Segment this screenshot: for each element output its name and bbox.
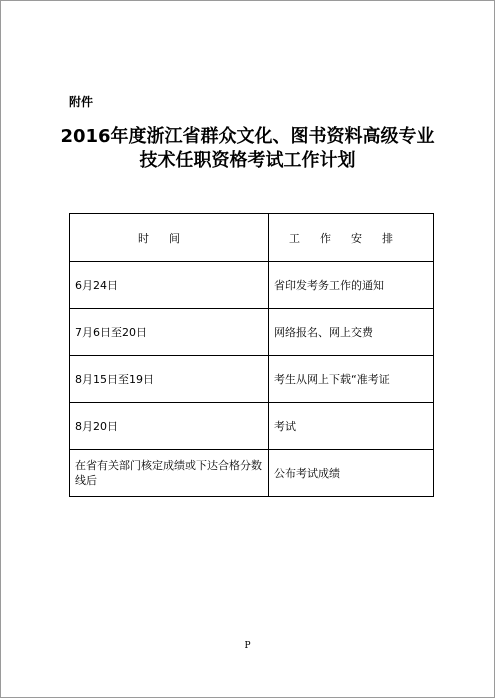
cell-time: 7月6日至20日 [70, 309, 269, 356]
title-line-2: 技术任职资格考试工作计划 [139, 150, 356, 171]
table-row [70, 403, 434, 450]
attachment-label: 附件 [69, 95, 94, 109]
cell-task: 省印发考务工作的通知 [269, 262, 434, 309]
schedule-table [69, 213, 434, 497]
title-line-1: 2016年度浙江省群众文化、图书资料高级专业 [60, 126, 435, 147]
table-row [70, 356, 434, 403]
table-header-row [70, 214, 434, 262]
cell-time: 8月20日 [70, 403, 269, 450]
table-row [70, 450, 434, 497]
cell-task: 考生从网上下载“准考证 [269, 356, 434, 403]
cell-task: 网络报名、网上交费 [269, 309, 434, 356]
cell-time: 在省有关部门核定成绩或下达合格分数线后 [70, 450, 269, 497]
cell-task: 考试 [269, 403, 434, 450]
page-number: P [244, 641, 251, 651]
document-title [1, 125, 494, 173]
header-task: 工作安排 [269, 214, 434, 262]
table-row [70, 262, 434, 309]
header-time: 时间 [70, 214, 269, 262]
cell-time: 8月15日至19日 [70, 356, 269, 403]
cell-time: 6月24日 [70, 262, 269, 309]
cell-task: 公布考试成绩 [269, 450, 434, 497]
table-row [70, 309, 434, 356]
